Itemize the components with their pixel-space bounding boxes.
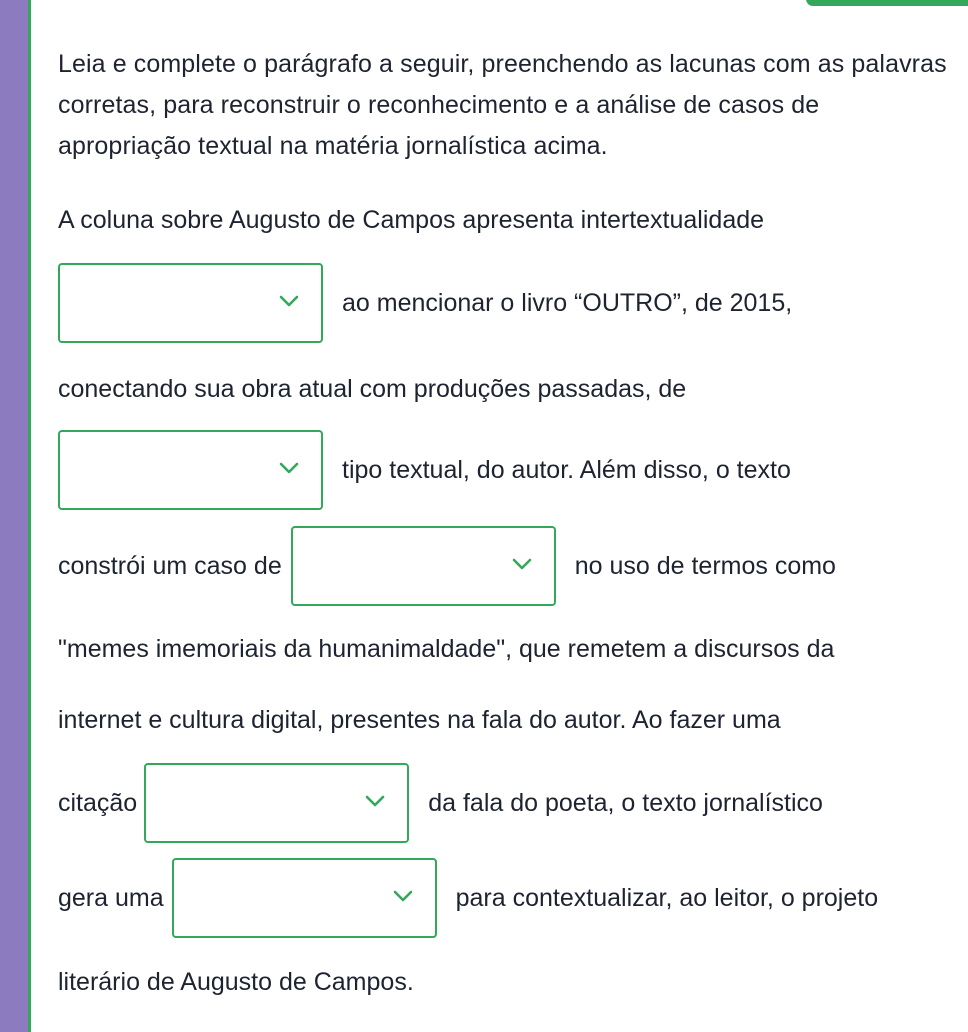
- blank-dropdown-4[interactable]: [144, 763, 409, 843]
- instruction-text: Leia e complete o parágrafo a seguir, preenchendo as lacunas com as palavras corretas, para reconstruir o reconhecimento e a análise de casos de apropriação textual na matéria jornalística acima.: [58, 50, 947, 160]
- paragraph-line-6: [58, 609, 834, 689]
- paragraph-line-4: [58, 430, 791, 510]
- blank-dropdown-3[interactable]: [291, 526, 556, 606]
- paragraph-line-9: [58, 858, 878, 938]
- paragraph-text: da fala do poeta, o texto jornalístico: [428, 788, 823, 817]
- paragraph-line-3: [58, 349, 686, 429]
- left-accent-bar: [0, 0, 28, 1032]
- left-green-border: [28, 0, 31, 1032]
- paragraph-line-7: [58, 680, 781, 760]
- paragraph-text: citação: [58, 788, 138, 817]
- blank-dropdown-1[interactable]: [58, 263, 323, 343]
- paragraph-text: literário de Augusto de Campos.: [58, 967, 414, 996]
- top-progress-pill: [806, 0, 968, 6]
- paragraph-text: conectando sua obra atual com produções passadas, de: [58, 374, 687, 403]
- paragraph-text: ao mencionar o livro “OUTRO”, de 2015,: [342, 288, 793, 317]
- chevron-down-icon: [279, 294, 299, 308]
- chevron-down-icon: [512, 557, 532, 571]
- paragraph-text: gera uma: [58, 883, 164, 912]
- chevron-down-icon: [365, 794, 385, 808]
- paragraph-text: "memes imemoriais da humanimaldade", que remetem a discursos da: [58, 634, 835, 663]
- blank-dropdown-2[interactable]: [58, 430, 323, 510]
- paragraph-text: constrói um caso de: [58, 551, 282, 580]
- paragraph-line-2: [58, 263, 792, 343]
- blank-dropdown-5[interactable]: [172, 858, 437, 938]
- chevron-down-icon: [279, 461, 299, 475]
- paragraph-text: internet e cultura digital, presentes na fala do autor. Ao fazer uma: [58, 705, 781, 734]
- paragraph-line-8: [58, 763, 823, 843]
- paragraph-text: no uso de termos como: [574, 551, 836, 580]
- paragraph-text: A coluna sobre Augusto de Campos apresenta intertextualidade: [58, 205, 765, 234]
- paragraph-line-10: [58, 942, 414, 1022]
- paragraph-line-1: [58, 180, 764, 260]
- paragraph-text: tipo textual, do autor. Além disso, o texto: [342, 455, 791, 484]
- paragraph-text: para contextualizar, ao leitor, o projeto: [455, 883, 879, 912]
- chevron-down-icon: [393, 889, 413, 903]
- paragraph-line-5: [58, 526, 836, 606]
